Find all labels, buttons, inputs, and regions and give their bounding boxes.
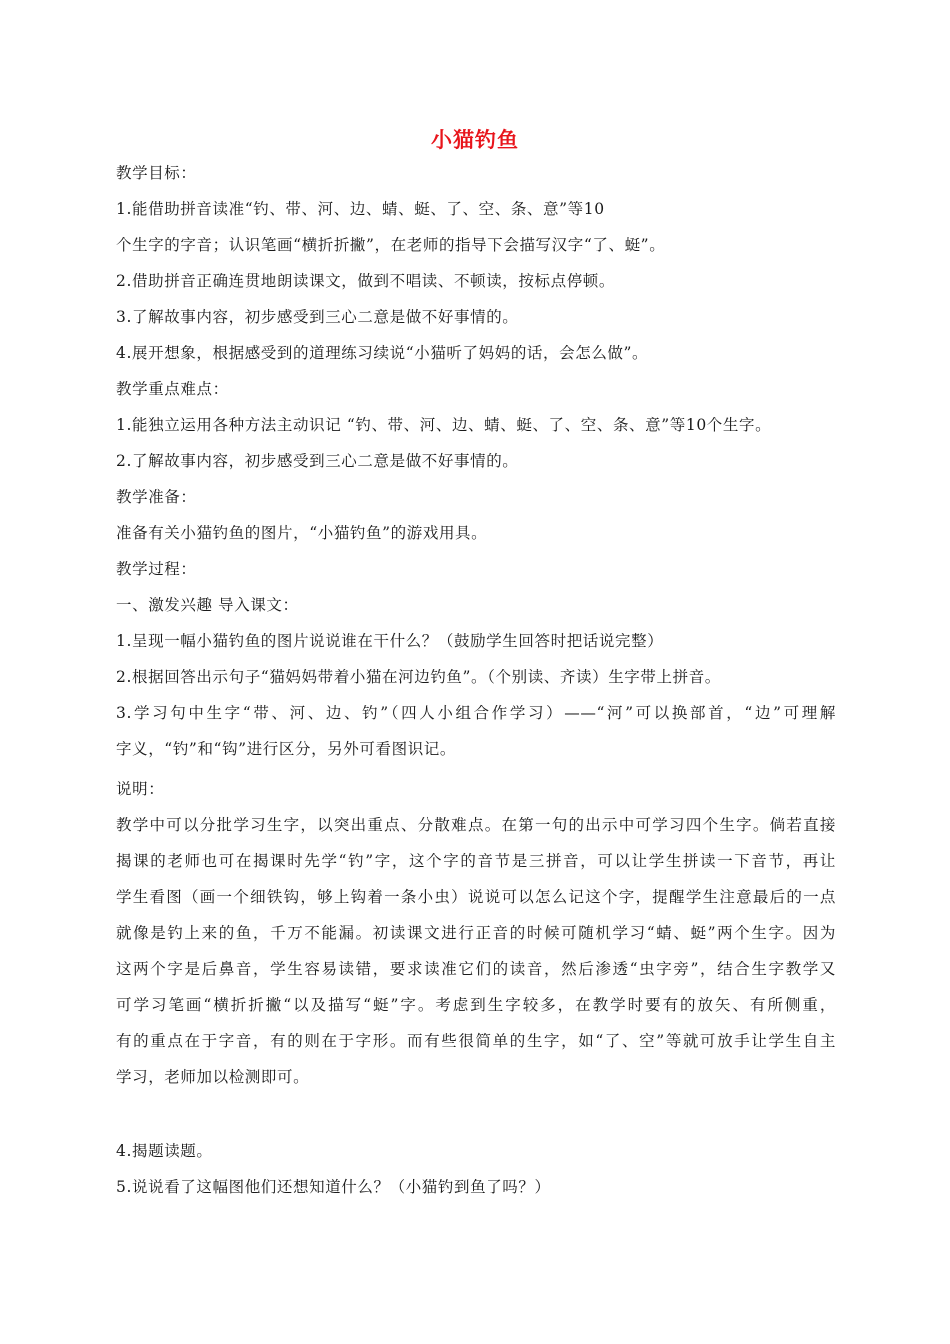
process-step-heading-1: 一、激发兴趣 导入课文： bbox=[116, 596, 299, 614]
process-item-4: 4.揭题读题。 bbox=[116, 1142, 213, 1160]
process-item-1: 1.呈现一幅小猫钓鱼的图片说说谁在干什么？（鼓励学生回答时把话说完整） bbox=[116, 632, 664, 650]
preparation-text: 准备有关小猫钓鱼的图片，“小猫钓鱼”的游戏用具。 bbox=[116, 524, 488, 542]
process-item-5: 5.说说看了这幅图他们还想知道什么？（小猫钓到鱼了吗？） bbox=[116, 1178, 551, 1196]
objective-item-1-continued: 个生字的字音；认识笔画“横折折撇”，在老师的指导下会描写汉字“了、蜓”。 bbox=[116, 236, 666, 254]
note-line: 教学中可以分批学习生字，以突出重点、分散难点。在第一句的出示中可学习四个生字。倘若直接 bbox=[116, 816, 836, 834]
key-point-item-1: 1.能独立运用各种方法主动识记 “钓、带、河、边、蜻、蜓、了、空、条、意”等10个生字。 bbox=[116, 416, 772, 434]
note-line: 就像是钓上来的鱼，千万不能漏。初读课文进行正音的时候可随机学习“蜻、蜓”两个生字。因为 bbox=[116, 924, 836, 942]
note-label: 说明： bbox=[116, 780, 165, 798]
objective-item-2: 2.借助拼音正确连贯地朗读课文，做到不唱读、不顿读，按标点停顿。 bbox=[116, 272, 615, 290]
document-title: 小猫钓鱼 bbox=[431, 128, 519, 152]
note-line: 这两个字是后鼻音，学生容易读错，要求读准它们的读音，然后渗透“虫字旁”，结合生字教学又 bbox=[116, 960, 836, 978]
note-line: 学习，老师加以检测即可。 bbox=[116, 1068, 310, 1086]
process-item-2: 2.根据回答出示句子“猫妈妈带着小猫在河边钓鱼”。（个别读、齐读）生字带上拼音。 bbox=[116, 668, 721, 686]
note-line: 学生看图（画一个细铁钩，够上钩着一条小虫）说说可以怎么记这个字，提醒学生注意最后的一点 bbox=[116, 888, 836, 906]
section-heading-process: 教学过程： bbox=[116, 560, 197, 578]
objective-item-3: 3.了解故事内容，初步感受到三心二意是做不好事情的。 bbox=[116, 308, 519, 326]
section-heading-objectives: 教学目标： bbox=[116, 164, 197, 182]
section-heading-key-points: 教学重点难点： bbox=[116, 380, 229, 398]
objective-item-4: 4.展开想象，根据感受到的道理练习续说“小猫听了妈妈的话，会怎么做”。 bbox=[116, 344, 649, 362]
key-point-item-2: 2.了解故事内容，初步感受到三心二意是做不好事情的。 bbox=[116, 452, 519, 470]
note-paragraph bbox=[116, 815, 836, 1103]
note-line: 可学习笔画“横折折撇“以及描写“蜓”字。考虑到生字较多，在教学时要有的放矢、有所侧重， bbox=[116, 996, 836, 1014]
process-item-3-line: 3.学习句中生字“带、河、边、钓”（四人小组合作学习）——“河”可以换部首，“边”可理解 bbox=[116, 704, 836, 722]
section-heading-preparation: 教学准备： bbox=[116, 488, 197, 506]
objective-item-1: 1.能借助拼音读准“钓、带、河、边、蜻、蜓、了、空、条、意”等10 bbox=[116, 200, 605, 218]
note-line: 揭课的老师也可在揭课时先学“钓”字，这个字的音节是三拼音，可以让学生拼读一下音节，再让 bbox=[116, 852, 836, 870]
process-item-3-line: 字义，“钓”和“钩”进行区分，另外可看图识记。 bbox=[116, 740, 456, 758]
note-line: 有的重点在于字音，有的则在于字形。而有些很简单的生字，如“了、空”等就可放手让学生自主 bbox=[116, 1032, 836, 1050]
process-item-3 bbox=[116, 703, 836, 775]
